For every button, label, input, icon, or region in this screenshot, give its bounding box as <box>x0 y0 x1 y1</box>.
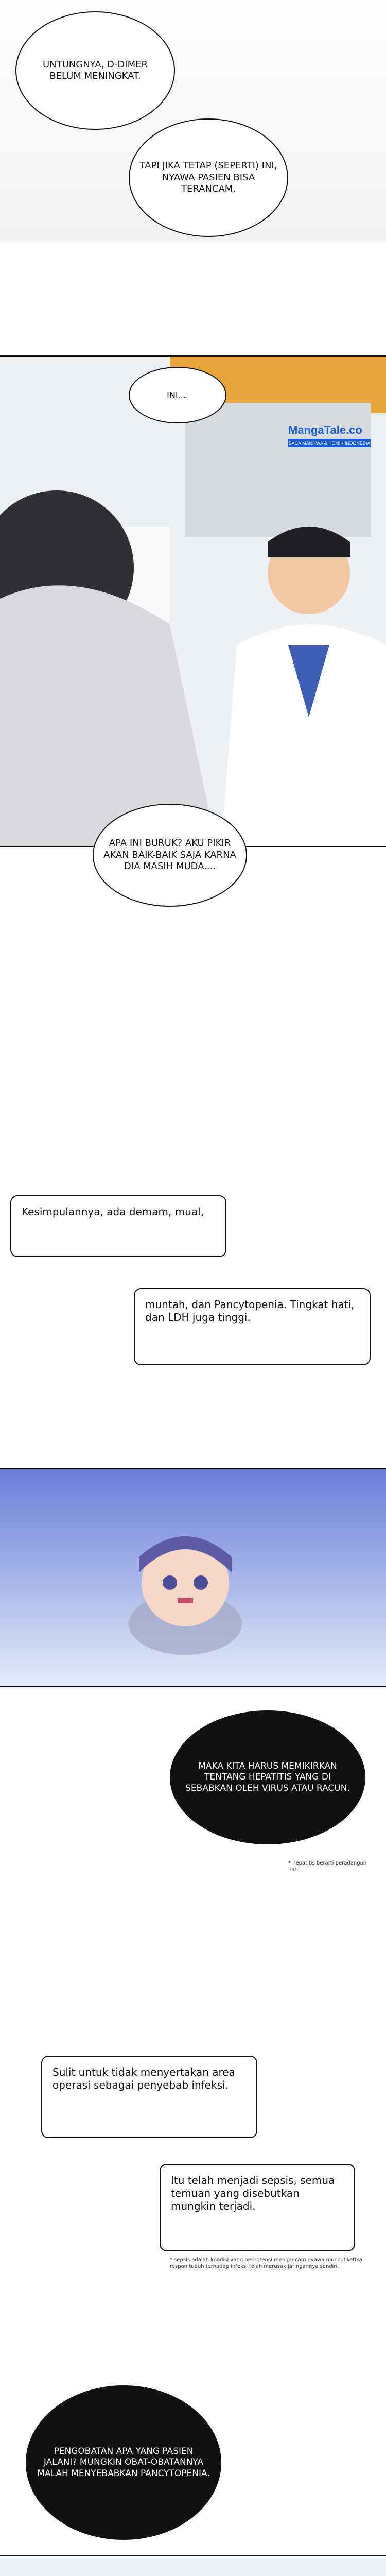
narration-bubble-10: PENGOBATAN APA YANG PASIEN JALANI? MUNGKIN OBAT-OBATANNYA MALAH MENYEBABKAN PANCYTOPENIA. <box>26 2385 221 2540</box>
panel-chibi-patient <box>0 1468 386 1687</box>
speech-box-5: Kesimpulannya, ada demam, mual, <box>10 1195 226 1257</box>
speech-bubble-2: TAPI JIKA TETAP (SEPERTI) INI, NYAWA PASIEN BISA TERANCAM. <box>129 118 288 237</box>
hallway-scene-illustration <box>0 2556 386 2576</box>
mangatale-logo-1: MangaTale.co BACA MANHWA & KOMIK INDONESIA <box>288 423 371 451</box>
speech-box-9: Itu telah menjadi sepsis, semua temuan yang disebutkan mungkin terjadi. <box>160 2164 355 2251</box>
speech-bubble-3: INI.... <box>129 367 226 423</box>
narration-bubble-7: MAKA KITA HARUS MEMIKIRKAN TENTANG HEPATITIS YANG DI SEBABKAN OLEH VIRUS ATAU RACUN. <box>170 1710 365 1844</box>
panel-dark-intro <box>0 0 386 242</box>
speech-bubble-4: APA INI BURUK? AKU PIKIR AKAN BAIK-BAIK SAJA KARNA DIA MASIH MUDA.... <box>93 804 247 907</box>
footnote-hepatitis: * hepatitis berarti peradangan hati <box>288 1860 367 1873</box>
speech-bubble-1: UNTUNGNYA, D-DIMER BELUM MENINGKAT. <box>15 11 175 130</box>
speech-box-6: muntah, dan Pancytopenia. Tingkat hati, dan LDH juga tinggi. <box>134 1288 371 1365</box>
footnote-sepsis: * sepsis adalah kondisi yang berpotensi mengancam nyawa muncul ketika respon tubuh terhadap infeksi telah merusak jaringannya sendiri. <box>170 2257 362 2269</box>
panel-hospital-doctors <box>0 355 386 847</box>
panel-hallway-doctors <box>0 2555 386 2576</box>
chibi-character-illustration <box>0 1469 386 1686</box>
speech-box-8: Sulit untuk tidak menyertakan area operasi sebagai penyebab infeksi. <box>41 2056 257 2138</box>
